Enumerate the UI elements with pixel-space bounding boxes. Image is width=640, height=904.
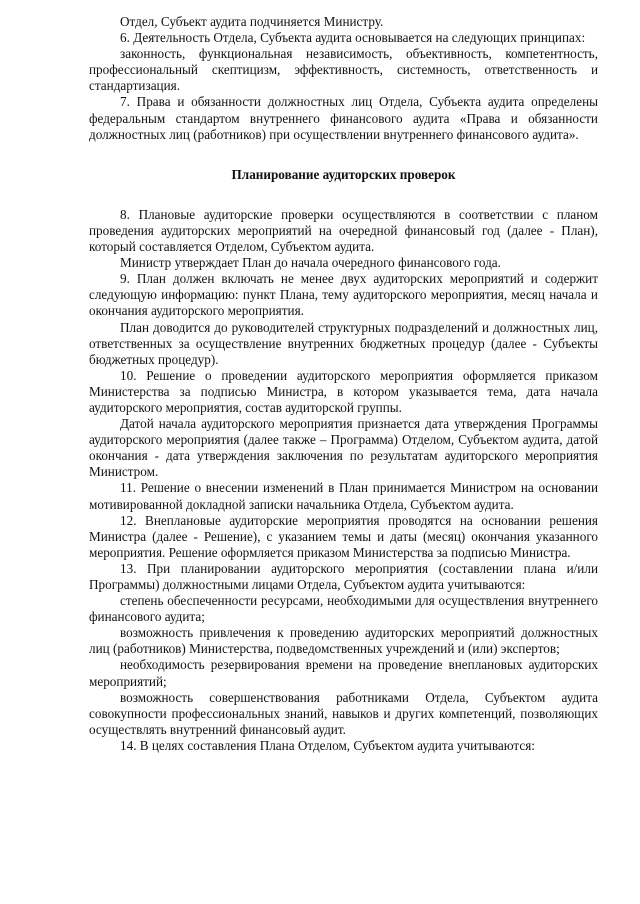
paragraph-13-involvement: возможность привлечения к проведению аудиторских мероприятий должностных лиц (работников) Министерства, подведомственных учреждений и (или) экспертов;: [89, 625, 598, 657]
paragraph-9: 9. План должен включать не менее двух аудиторских мероприятий и содержит следующую информацию: пункт Плана, тему аудиторского мероприятия, месяц начала и окончания аудиторского мероприятия.: [89, 271, 598, 319]
paragraph-9-plan: План доводится до руководителей структурных подразделений и должностных лиц, ответственных за осуществление внутренних бюджетных процедур (далее - Субъекты бюджетных процедур).: [89, 319, 598, 367]
paragraph-subordination: Отдел, Субъект аудита подчиняется Министру.: [120, 14, 384, 29]
paragraph-10: 10. Решение о проведении аудиторского мероприятия оформляется приказом Министерства за подписью Министра, в котором указывается тема, дата начала аудиторского мероприятия, состав аудиторской группы.: [89, 367, 598, 415]
section-heading: Планирование аудиторских проверок: [231, 166, 456, 182]
paragraph-8-minister: Министр утверждает План до начала очередного финансового года.: [120, 255, 501, 271]
paragraph-principles: законность, функциональная независимость, объективность, компетентность, профессиональный скептицизм, эффективность, системность, ответственность и стандартизация.: [89, 46, 598, 94]
paragraph-13-resources: степень обеспеченности ресурсами, необходимыми для осуществления внутреннего финансового аудита;: [89, 593, 598, 625]
paragraph-14: 14. В целях составления Плана Отделом, Субъектом аудита учитываются:: [120, 737, 535, 753]
paragraph-6: 6. Деятельность Отдела, Субъекта аудита основывается на следующих принципах:: [120, 30, 586, 46]
paragraph-13: 13. При планировании аудиторского мероприятия (составлении плана и/или Программы) должностными лицами Отдела, Субъектом аудита учитываются:: [89, 560, 598, 592]
paragraph-10-dates: Датой начала аудиторского мероприятия признается дата утверждения Программы аудиторского мероприятия (далее также – Программа) Отделом, Субъектом аудита, датой окончания - дата утверждения заключения по результатам аудиторского мероприятия Министром.: [89, 416, 598, 480]
paragraph-11: 11. Решение о внесении изменений в План принимается Министром на основании мотивированной докладной записки начальника Отдела, Субъектом аудита.: [89, 480, 598, 512]
paragraph-8: 8. Плановые аудиторские проверки осуществляются в соответствии с планом проведения аудиторских мероприятий на очередной финансовый год (далее - План), который составляется Отделом, Субъектом аудита.: [89, 206, 598, 255]
paragraph-7: 7. Права и обязанности должностных лиц Отдела, Субъекта аудита определены федеральным стандартом внутреннего финансового аудита «Права и обязанности должностных лиц (работников) при осуществлении внутреннего финансового аудита».: [89, 94, 598, 142]
paragraph-13-reserve: необходимость резервирования времени на проведение внеплановых аудиторских мероприятий;: [89, 657, 598, 689]
paragraph-12: 12. Внеплановые аудиторские мероприятия проводятся на основании решения Министра (далее - Решение), с указанием темы и даты (месяц) окончания указанного мероприятия. Решение оформляется приказом Министерства за подписью Министра.: [89, 512, 598, 560]
paragraph-13-improvement: возможность совершенствования работниками Отдела, Субъектом аудита совокупности профессиональных знаний, навыков и других компетенций, позволяющих осуществлять внутренний финансовый аудит.: [89, 689, 598, 737]
